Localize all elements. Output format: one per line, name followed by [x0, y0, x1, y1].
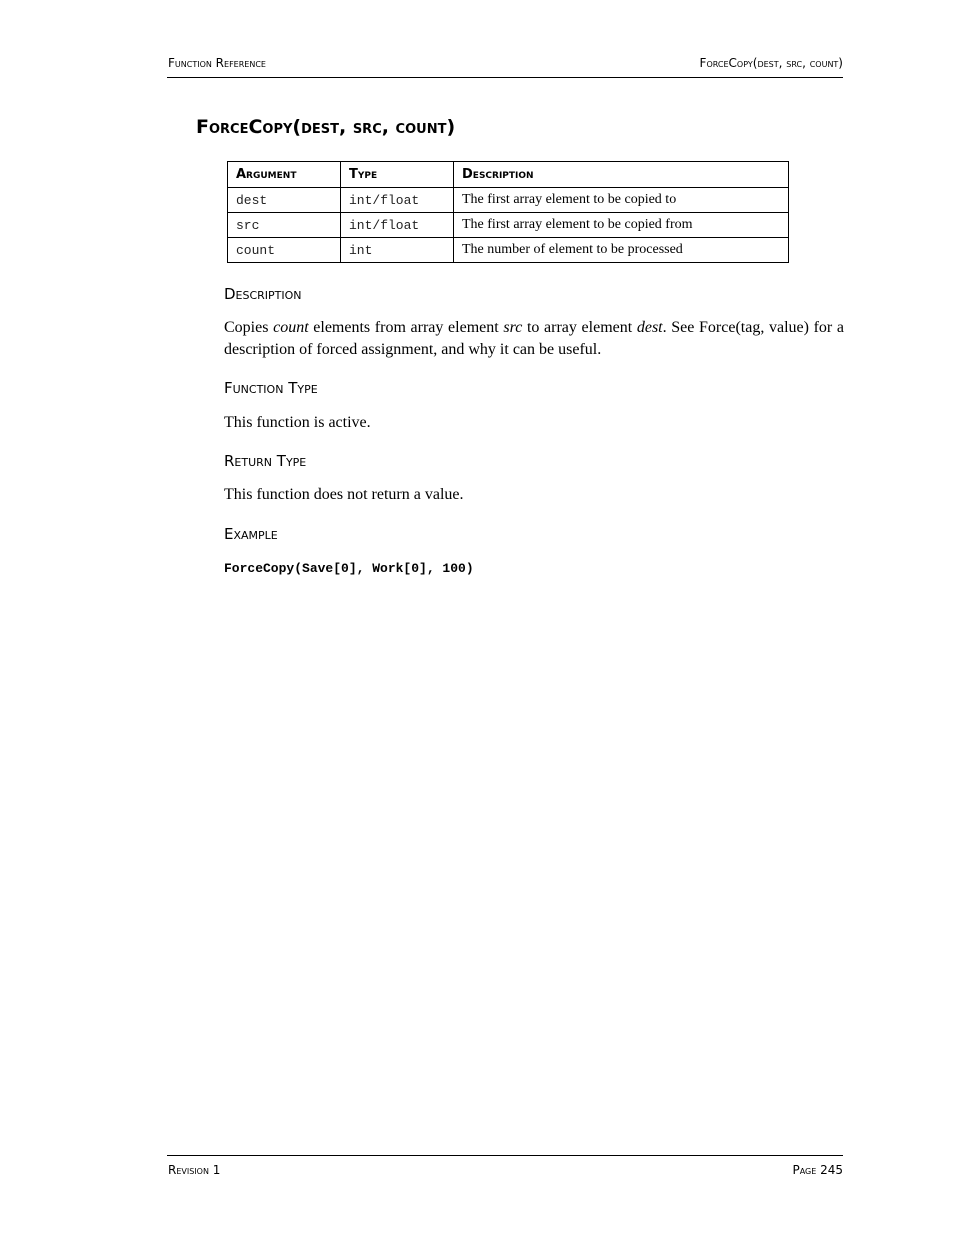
example-code: ForceCopy(Save[0], Work[0], 100)	[224, 561, 474, 576]
argument-type: int/float	[341, 213, 454, 238]
column-header-description: Description	[454, 162, 789, 188]
table-row	[228, 188, 789, 213]
table-header-row	[228, 162, 789, 188]
footer-page-number: Page 245	[792, 1163, 843, 1177]
description-heading: Description	[224, 285, 302, 303]
emphasis-src: src	[503, 319, 523, 336]
argument-name: src	[228, 213, 341, 238]
running-footer	[167, 1155, 843, 1182]
argument-type: int	[341, 238, 454, 263]
argument-name: count	[228, 238, 341, 263]
emphasis-dest: dest	[636, 319, 663, 336]
argument-description: The first array element to be copied to	[454, 188, 789, 213]
running-header	[167, 55, 843, 78]
column-header-type: Type	[341, 162, 454, 188]
example-heading: Example	[224, 525, 278, 543]
arguments-table	[227, 161, 789, 263]
argument-description: The number of element to be processed	[454, 238, 789, 263]
description-text: Copies count elements from array element src to array element dest. See Force(tag, value) for a description of forced assignment, and why it can be useful.	[224, 319, 844, 358]
argument-description: The first array element to be copied from	[454, 213, 789, 238]
argument-type: int/float	[341, 188, 454, 213]
header-section-title: Function Reference	[168, 56, 266, 70]
return-type-heading: Return Type	[224, 452, 307, 470]
table-row	[228, 213, 789, 238]
footer-revision: Revision 1	[168, 1163, 221, 1177]
header-function-name: ForceCopy(dest, src, count)	[699, 56, 843, 70]
argument-name: dest	[228, 188, 341, 213]
function-type-text: This function is active.	[224, 414, 371, 431]
column-header-argument: Argument	[228, 162, 341, 188]
page-title: ForceCopy(dest, src, count)	[196, 116, 456, 138]
function-type-heading: Function Type	[224, 379, 318, 397]
return-type-text: This function does not return a value.	[224, 486, 464, 503]
table-row	[228, 238, 789, 263]
emphasis-count: count	[273, 319, 309, 336]
